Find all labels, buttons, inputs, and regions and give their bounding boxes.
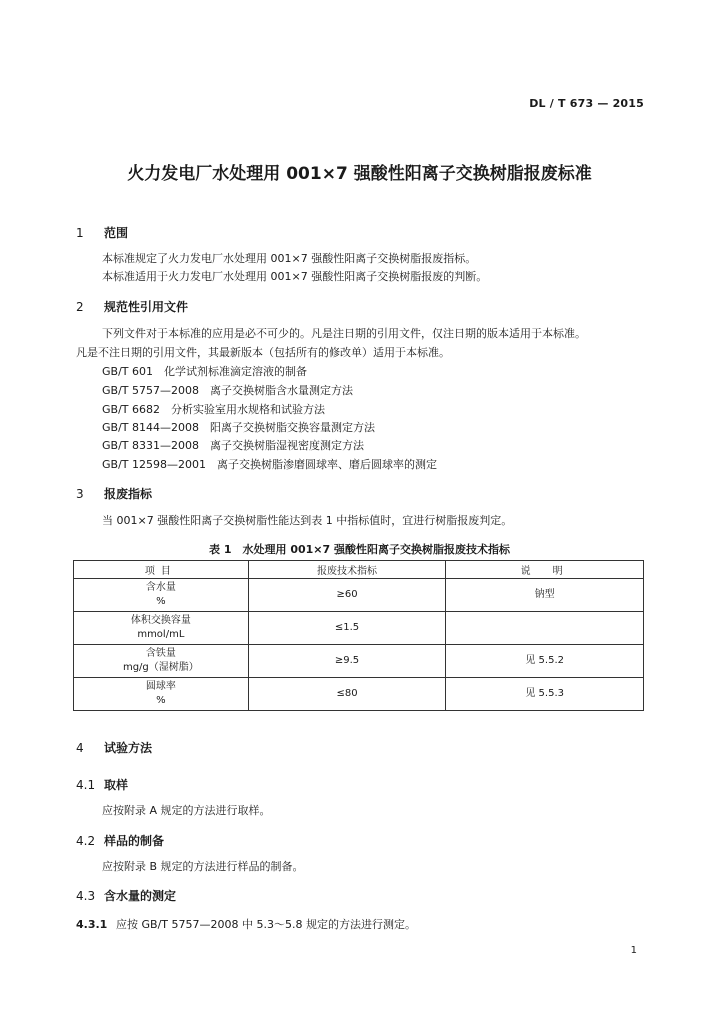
page-number: 1 bbox=[630, 945, 637, 956]
note-cell bbox=[446, 612, 644, 645]
section-title: 报废指标 bbox=[104, 487, 153, 501]
item-name: 圆球率 bbox=[145, 681, 176, 692]
subsection-4-1-heading bbox=[76, 776, 128, 793]
item-name: 体积交换容量 bbox=[130, 615, 191, 626]
section-title: 样品的制备 bbox=[104, 834, 165, 848]
value-cell: ≥9.5 bbox=[248, 645, 446, 678]
reference-item: GB/T 601 化学试剂标准滴定溶液的制备 bbox=[102, 365, 307, 378]
table-row bbox=[74, 645, 644, 678]
document-title: 火力发电厂水处理用 001×7 强酸性阳离子交换树脂报废标准 bbox=[127, 164, 592, 184]
table-row bbox=[74, 579, 644, 612]
value-cell: ≥60 bbox=[248, 579, 446, 612]
paragraph: 本标准适用于火力发电厂水处理用 001×7 强酸性阳离子交换树脂报废的判断。 bbox=[102, 270, 488, 283]
section-2-heading bbox=[76, 298, 188, 315]
column-header-note: 说 明 bbox=[446, 561, 644, 579]
column-header-item: 项目 bbox=[74, 561, 249, 579]
paragraph: 应按附录 B 规定的方法进行样品的制备。 bbox=[102, 860, 304, 873]
spec-table bbox=[73, 560, 644, 711]
section-title: 规范性引用文件 bbox=[104, 300, 189, 314]
table-caption: 表 1 水处理用 001×7 强酸性阳离子交换树脂报废技术指标 bbox=[209, 543, 510, 556]
standard-code: DL / T 673 — 2015 bbox=[529, 97, 644, 110]
section-number: 1 bbox=[76, 226, 84, 240]
reference-item: GB/T 12598—2001 离子交换树脂渗磨圆球率、磨后圆球率的测定 bbox=[102, 458, 437, 471]
section-title: 含水量的测定 bbox=[104, 889, 177, 903]
clause-4-3-1 bbox=[76, 916, 416, 932]
reference-item: GB/T 6682 分析实验室用水规格和试验方法 bbox=[102, 403, 325, 416]
item-cell bbox=[74, 678, 249, 711]
section-number: 3 bbox=[76, 487, 84, 501]
table-header-row bbox=[74, 561, 644, 579]
section-title: 取样 bbox=[104, 778, 129, 792]
item-cell bbox=[74, 645, 249, 678]
section-title: 范围 bbox=[104, 226, 129, 240]
clause-text: 应按 GB/T 5757—2008 中 5.3～5.8 规定的方法进行测定。 bbox=[116, 918, 416, 931]
section-title: 试验方法 bbox=[104, 741, 153, 755]
subsection-4-2-heading bbox=[76, 832, 164, 849]
item-unit: mg/g（湿树脂） bbox=[122, 662, 199, 673]
paragraph: 凡是不注日期的引用文件，其最新版本（包括所有的修改单）适用于本标准。 bbox=[76, 346, 450, 359]
item-unit: mmol/mL bbox=[137, 629, 185, 640]
note-cell: 见 5.5.2 bbox=[446, 645, 644, 678]
paragraph: 应按附录 A 规定的方法进行取样。 bbox=[102, 804, 271, 817]
paragraph: 本标准规定了火力发电厂水处理用 001×7 强酸性阳离子交换树脂报废指标。 bbox=[102, 252, 477, 265]
item-cell bbox=[74, 579, 249, 612]
section-number: 2 bbox=[76, 300, 84, 314]
value-cell: ≤80 bbox=[248, 678, 446, 711]
section-number: 4.1 bbox=[76, 778, 96, 792]
item-name: 含铁量 bbox=[145, 648, 176, 659]
value-cell: ≤1.5 bbox=[248, 612, 446, 645]
section-1-heading bbox=[76, 224, 128, 241]
table-row bbox=[74, 612, 644, 645]
clause-number: 4.3.1 bbox=[76, 918, 108, 931]
reference-item: GB/T 8144—2008 阳离子交换树脂交换容量测定方法 bbox=[102, 421, 375, 434]
paragraph: 下列文件对于本标准的应用是必不可少的。凡是注日期的引用文件，仅注日期的版本适用于本标准。 bbox=[102, 327, 586, 340]
reference-item: GB/T 8331—2008 离子交换树脂湿视密度测定方法 bbox=[102, 439, 364, 452]
section-number: 4 bbox=[76, 741, 84, 755]
item-unit: % bbox=[156, 596, 166, 607]
section-3-heading bbox=[76, 485, 152, 502]
section-4-heading bbox=[76, 739, 152, 756]
section-number: 4.3 bbox=[76, 889, 96, 903]
table-row bbox=[74, 678, 644, 711]
column-header-value: 报废技术指标 bbox=[248, 561, 446, 579]
note-cell: 钠型 bbox=[446, 579, 644, 612]
paragraph: 当 001×7 强酸性阳离子交换树脂性能达到表 1 中指标值时，宜进行树脂报废判定。 bbox=[102, 514, 513, 527]
item-name: 含水量 bbox=[145, 582, 176, 593]
subsection-4-3-heading bbox=[76, 887, 176, 904]
section-number: 4.2 bbox=[76, 834, 96, 848]
note-cell: 见 5.5.3 bbox=[446, 678, 644, 711]
item-cell bbox=[74, 612, 249, 645]
item-unit: % bbox=[156, 695, 166, 706]
reference-item: GB/T 5757—2008 离子交换树脂含水量测定方法 bbox=[102, 384, 353, 397]
